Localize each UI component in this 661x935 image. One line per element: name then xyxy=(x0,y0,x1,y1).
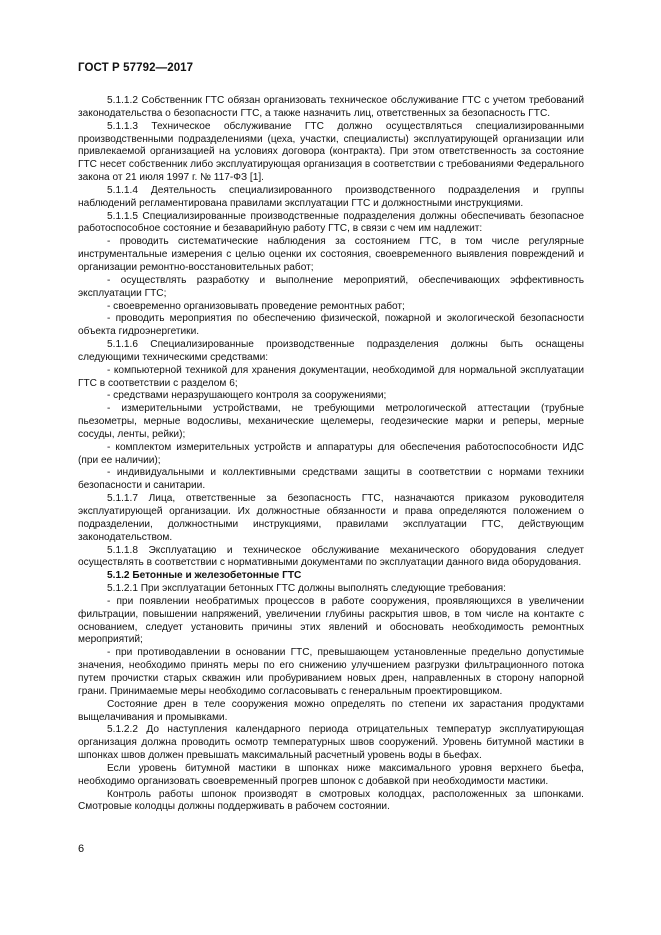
section-heading-5-1-2: 5.1.2 Бетонные и железобетонные ГТС xyxy=(107,570,302,582)
paragraph-5-1-1-6: 5.1.1.6 Специализированные производственные подразделения должны быть оснащены следующими техническими средствами: xyxy=(78,339,584,363)
list-item: - при противодавлении в основании ГТС, превышающем установленные предельно допустимые значения, необходимо принять меры по его снижению улучшением разгрузки фильтрационного потока путем прочистки старых скважин или пробуриванием новых дрен, направленных в сторону напорной грани. Принимаемые меры необходимо согласовывать с генеральным проектировщиком. xyxy=(78,647,584,697)
paragraph-shponki-control: Контроль работы шпонок производят в смотровых колодцах, расположенных за шпонками. Смотровые колодцы должны поддерживать в рабочем состоянии. xyxy=(78,788,584,813)
paragraph-5-1-1-5: 5.1.1.5 Специализированные производственные подразделения должны обеспечивать безопасное работоспособное состояние и безаварийную работу ГТС, в связи с чем им надлежит: xyxy=(78,210,584,235)
paragraph-5-1-2-2: 5.1.2.2 До наступления календарного периода отрицательных температур эксплуатирующая организация должна проводить осмотр температурных швов сооружений. Уровень битумной мастики в шпонках швов должен превышать максимальный расчетный уровень воды в бьефах. xyxy=(78,724,584,762)
list-item: - проводить мероприятия по обеспечению физической, пожарной и экологической безопасности объекта гидроэнергетики. xyxy=(78,313,584,338)
list-item: - индивидуальными и коллективными средствами защиты в соответствии с нормами техники безопасности и санитарии. xyxy=(78,467,584,492)
list-item: - компьютерной техникой для хранения документации, необходимой для нормальной эксплуатации ГТС в соответствии с разделом 6; xyxy=(78,364,584,389)
paragraph-mastic: Если уровень битумной мастики в шпонках ниже максимального уровня верхнего бьефа, необходимо организовать своевременный прогрев шпонок с добавкой при необходимости мастики. xyxy=(78,762,584,787)
list-item: - проводить систематические наблюдения за состоянием ГТС, в том числе регулярные инструментальные измерения с целью оценки их состояния, своевременного выявления повреждений и организации ремонтно-восстановительных работ; xyxy=(78,236,584,273)
paragraph-5-1-1-7: 5.1.1.7 Лица, ответственные за безопасность ГТС, назначаются приказом руководителя эксплуатирующей организации. Их должностные обязанности и права определяются положением о подразделении, должностными инструкциями, правилами эксплуатации ГТС, действующим законодательством. xyxy=(78,493,584,543)
list-item: - осуществлять разработку и выполнение мероприятий, обеспечивающих эффективность эксплуатации ГТС; xyxy=(78,274,584,299)
paragraph-5-1-2-1: 5.1.2.1 При эксплуатации бетонных ГТС должны выполнять следующие требования: xyxy=(107,583,506,595)
list-item: - комплектом измерительных устройств и аппаратуры для обеспечения работоспособности ИДС (при ее наличии); xyxy=(78,441,584,466)
document-body xyxy=(78,95,584,814)
paragraph-drains: Состояние дрен в теле сооружения можно определять по степени их зарастания продуктами выщелачивания и промывками. xyxy=(78,698,584,723)
page-number: 6 xyxy=(78,843,85,855)
list-item: - при появлении необратимых процессов в работе сооружения, проявляющихся в увеличении фильтрации, повышении напряжений, увеличении глубины раскрытия швов, в том числе на контакте с основанием, следует установить причины этих явлений и обосновать необходимость ремонтных мероприятий; xyxy=(78,595,584,646)
paragraph-5-1-1-3: 5.1.1.3 Техническое обслуживание ГТС должно осуществляться специализированными производственными подразделениями (цеха, участки, специалисты) эксплуатирующей организации или привлекаемой организацией на условиях договора (контракта). При этом ответственность за состояние ГТС несет собственник либо эксплуатирующая организация в соответствии с требованиями Федерального закона от 21 июля 1997 г. № 117-ФЗ [1]. xyxy=(78,120,584,184)
list-item: - измерительными устройствами, не требующими метрологической аттестации (трубные пьезометры, мерные водосливы, механические щелемеры, геодезические марки и реперы, мерные сосуды, ленты, рейки); xyxy=(78,403,584,440)
paragraph-5-1-1-8: 5.1.1.8 Эксплуатацию и техническое обслуживание механического оборудования следует осуществлять в соответствии с нормативными документами по эксплуатации данного вида оборудования. xyxy=(78,544,584,569)
paragraph-5-1-1-2: 5.1.1.2 Собственник ГТС обязан организовать техническое обслуживание ГТС с учетом требований законодательства о безопасности ГТС, а также назначить лиц, ответственных за безопасность ГТС. xyxy=(78,95,584,119)
document-header: ГОСТ Р 57792—2017 xyxy=(78,62,194,74)
paragraph-5-1-1-4: 5.1.1.4 Деятельность специализированного производственного подразделения и группы наблюдений регламентирована правилами эксплуатации ГТС и должностными инструкциями. xyxy=(78,184,584,209)
list-item: - средствами неразрушающего контроля за сооружениями; xyxy=(107,390,387,402)
list-item: - своевременно организовывать проведение ремонтных работ; xyxy=(107,300,405,312)
